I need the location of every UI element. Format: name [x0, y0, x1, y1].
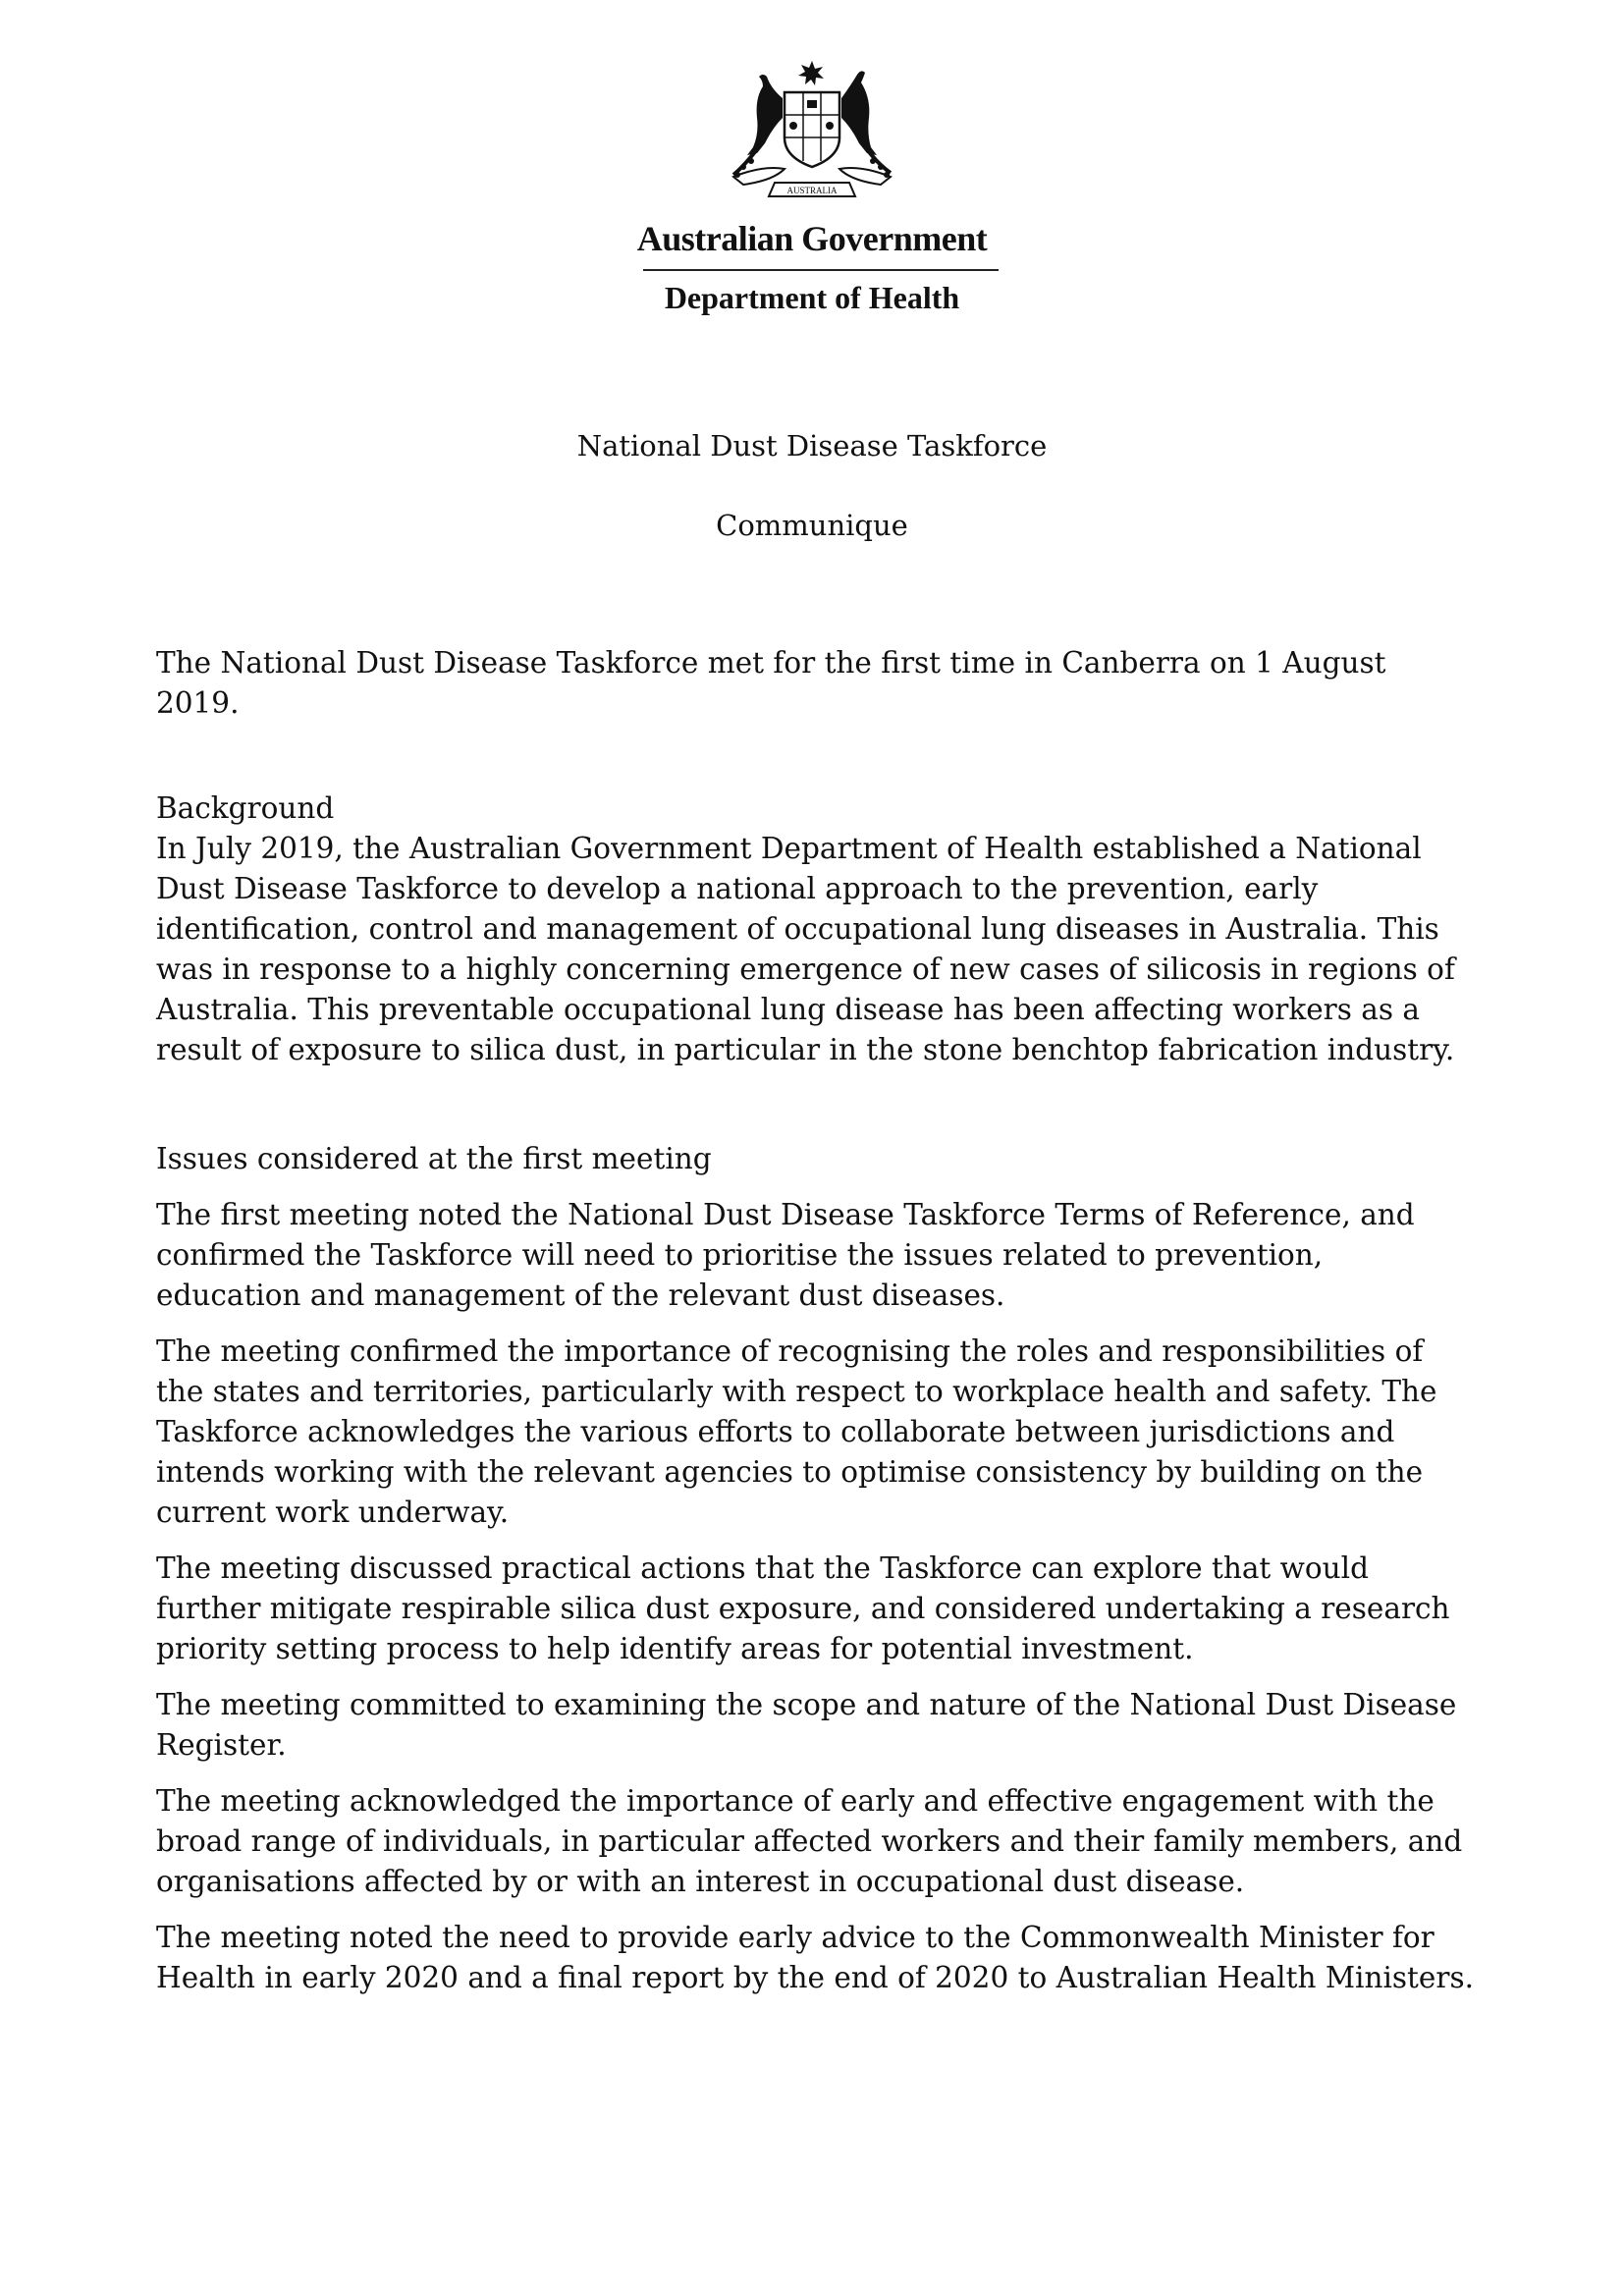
header-divider	[643, 269, 999, 271]
issue-paragraph: The first meeting noted the National Dust Disease Taskforce Terms of Reference, and confirmed the Taskforce will need to prioritise the issues related to prevention, education and management of the relevant dust diseases.	[156, 1198, 1415, 1312]
crest-scroll-label: AUSTRALIA	[786, 186, 838, 195]
intro-paragraph: The National Dust Disease Taskforce met for the first time in Canberra on 1 August 2019.	[156, 646, 1386, 720]
issue-paragraph: The meeting committed to examining the scope and nature of the National Dust Disease Register.	[156, 1688, 1457, 1762]
issue-paragraph: The meeting noted the need to provide early advice to the Commonwealth Minister for Health in early 2020 and a final report by the end of 2020 to Australian Health Ministers.	[156, 1921, 1474, 1994]
document-body	[156, 643, 1474, 2014]
document-title: National Dust Disease Taskforce	[576, 429, 1048, 462]
background-paragraph: In July 2019, the Australian Government Department of Health established a National Dust Disease Taskforce to develop a national approach to the prevention, early identification, control and management of occupational lung diseases in Australia. This was in response to a highly concerning emergence of new cases of silicosis in regions of Australia. This preventable occupational lung disease has been affecting workers as a result of exposure to silica dust, in particular in the stone benchtop fabrication industry.	[156, 832, 1455, 1066]
department-title: Department of Health	[664, 280, 960, 315]
issue-paragraph: The meeting acknowledged the importance of early and effective engagement with the broad range of individuals, in particular affected workers and their family members, and organisations affected by or with an interest in occupational dust disease.	[156, 1784, 1463, 1898]
issue-paragraph: The meeting discussed practical actions that the Taskforce can explore that would further mitigate respirable silica dust exposure, and considered undertaking a research priority setting process to help identify areas for potential investment.	[156, 1551, 1450, 1665]
coat-of-arms-icon	[714, 59, 910, 216]
document-subtitle: Communique	[716, 509, 908, 542]
issue-paragraph: The meeting confirmed the importance of recognising the roles and responsibilities of the states and territories, particularly with respect to workplace health and safety. The Taskforce acknowledges the various efforts to collaborate between jurisdictions and intends working with the relevant agencies to optimise consistency by building on the current work underway.	[156, 1334, 1437, 1529]
issues-heading: Issues considered at the first meeting	[156, 1142, 712, 1175]
government-title: Australian Government	[636, 219, 988, 258]
background-heading: Background	[156, 791, 335, 825]
